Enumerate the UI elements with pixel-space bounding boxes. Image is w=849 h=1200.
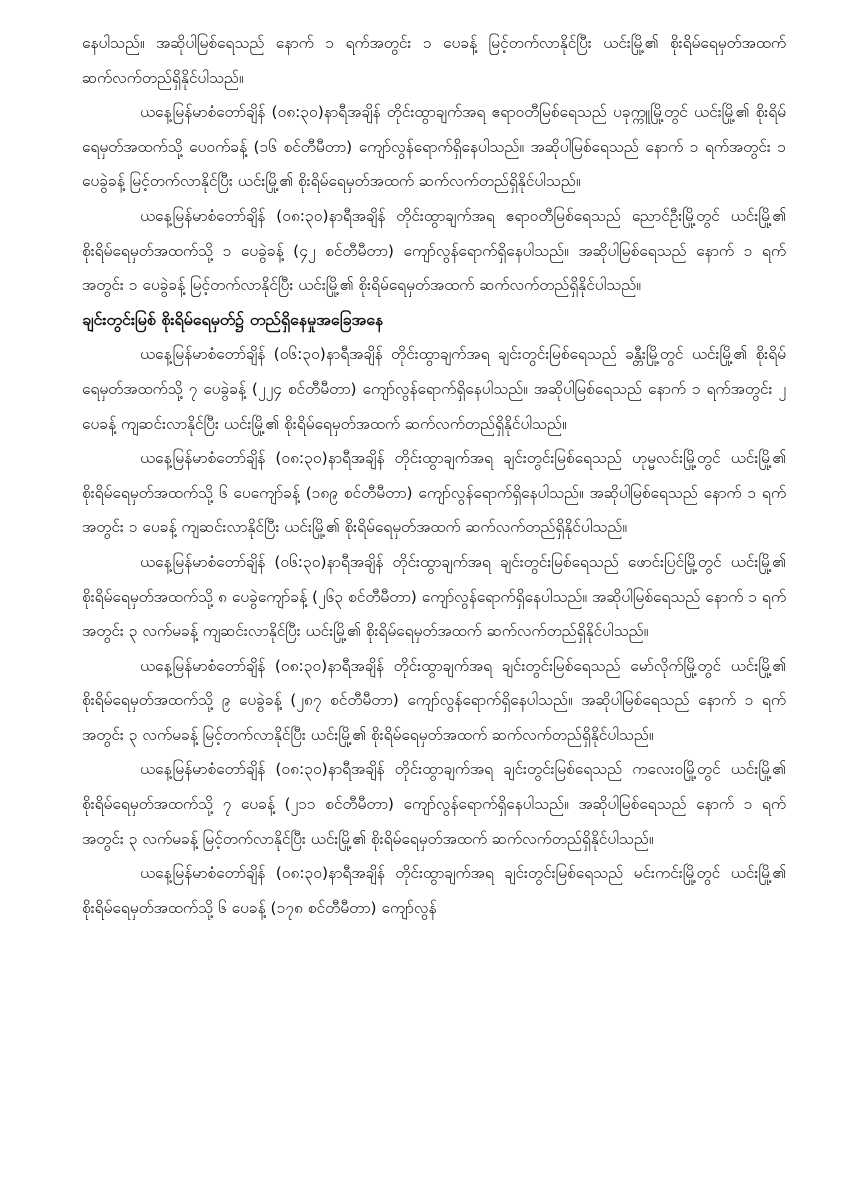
paragraph-kalewa: ယနေ့မြန်မာစံတော်ချိန် (၀၈:၃၀)နာရီအချိန် တိုင်းထွာချက်အရ ချင်းတွင်းမြစ်ရေသည် ကလေးဝမြို့တွင် ယင်းမြို့၏ စိုးရိမ်ရေမှတ်အထက်သို့ ၇ ပေခန့် (၂၁၁ စင်တီမီတာ) ကျော်လွန်ရောက်ရှိနေပါသည်။ အဆိုပါမြစ်ရေသည် နောက် ၁ ရက်အတွင်း ၃ လက်မခန့် မြင့်တက်လာနိုင်ပြီး ယင်းမြို့၏ စိုးရိမ်ရေမှတ်အထက် ဆက်လက်တည်ရှိနိုင်ပါသည်။	[82, 760, 786, 848]
section-heading: ချင်းတွင်းမြစ် စိုးရိမ်ရေမှတ်၌ တည်ရှိနေမှုအခြေအနေ	[82, 309, 384, 329]
document-page	[82, 26, 786, 925]
paragraph-khamti: ယနေ့မြန်မာစံတော်ချိန် (၀၆:၃၀)နာရီအချိန် တိုင်းထွာချက်အရ ချင်းတွင်းမြစ်ရေသည် ခန္တီးမြို့တွင် ယင်းမြို့၏ စိုးရိမ်ရေမှတ်အထက်သို့ ၇ ပေခွဲခန့် (၂၂၄ စင်တီမီတာ) ကျော်လွန်ရောက်ရှိနေပါသည်။ အဆိုပါမြစ်ရေသည် နောက် ၁ ရက်အတွင်း ၂ ပေခန့် ကျဆင်းလာနိုင်ပြီး ယင်းမြို့၏ စိုးရိမ်ရေမှတ်အထက် ဆက်လက်တည်ရှိနိုင်ပါသည်။	[82, 345, 786, 433]
paragraph-homalin: ယနေ့မြန်မာစံတော်ချိန် (၀၈:၃၀)နာရီအချိန် တိုင်းထွာချက်အရ ချင်းတွင်းမြစ်ရေသည် ဟုမ္မလင်းမြို့တွင် ယင်းမြို့၏ စိုးရိမ်ရေမှတ်အထက်သို့ ၆ ပေကျော်ခန့် (၁၈၉ စင်တီမီတာ) ကျော်လွန်ရောက်ရှိနေပါသည်။ အဆိုပါမြစ်ရေသည် နောက် ၁ ရက်အတွင်း ၁ ပေခန့် ကျဆင်းလာနိုင်ပြီး ယင်းမြို့၏ စိုးရိမ်ရေမှတ်အထက် ဆက်လက်တည်ရှိနိုင်ပါသည်။	[82, 449, 786, 537]
paragraph-continued: နေပါသည်။ အဆိုပါမြစ်ရေသည် နောက် ၁ ရက်အတွင်း ၁ ပေခန့် မြင့်တက်လာနိုင်ပြီး ယင်းမြို့၏ စိုးရိမ်ရေမှတ်အထက် ဆက်လက်တည်ရှိနိုင်ပါသည်။	[82, 34, 786, 87]
paragraph-mingin: ယနေ့မြန်မာစံတော်ချိန် (၀၈:၃၀)နာရီအချိန် တိုင်းထွာချက်အရ ချင်းတွင်းမြစ်ရေသည် မင်းကင်းမြို့တွင် ယင်းမြို့၏ စိုးရိမ်ရေမှတ်အထက်သို့ ၆ ပေခန့် (၁၇၈ စင်တီမီတာ) ကျော်လွန်	[82, 864, 786, 917]
paragraph-nyaung-u: ယနေ့မြန်မာစံတော်ချိန် (၀၈:၃၀)နာရီအချိန် တိုင်းထွာချက်အရ ဧရာဝတီမြစ်ရေသည် ညောင်ဦးမြို့တွင် ယင်းမြို့၏ စိုးရိမ်ရေမှတ်အထက်သို့ ၁ ပေခွဲခန့် (၄၂ စင်တီမီတာ) ကျော်လွန်ရောက်ရှိနေပါသည်။ အဆိုပါမြစ်ရေသည် နောက် ၁ ရက်အတွင်း ၁ ပေခွဲခန့် မြင့်တက်လာနိုင်ပြီး ယင်းမြို့၏ စိုးရိမ်ရေမှတ်အထက် ဆက်လက်တည်ရှိနိုင်ပါသည်။	[82, 206, 786, 295]
paragraph-mawlaik: ယနေ့မြန်မာစံတော်ချိန် (၀၈:၃၀)နာရီအချိန် တိုင်းထွာချက်အရ ချင်းတွင်းမြစ်ရေသည် မော်လိုက်မြို့တွင် ယင်းမြို့၏ စိုးရိမ်ရေမှတ်အထက်သို့ ၉ ပေခွဲခန့် (၂၈၇ စင်တီမီတာ) ကျော်လွန်ရောက်ရှိနေပါသည်။ အဆိုပါမြစ်ရေသည် နောက် ၁ ရက်အတွင်း ၃ လက်မခန့် မြင့်တက်လာနိုင်ပြီး ယင်းမြို့၏ စိုးရိမ်ရေမှတ်အထက် ဆက်လက်တည်ရှိနိုင်ပါသည်။	[82, 656, 786, 744]
paragraph-pakokku: ယနေ့မြန်မာစံတော်ချိန် (၀၈:၃၀)နာရီအချိန် တိုင်းထွာချက်အရ ဧရာဝတီမြစ်ရေသည် ပခုက္ကူမြို့တွင် ယင်းမြို့၏ စိုးရိမ်ရေမှတ်အထက်သို့ ပေ၀က်ခန့် (၁၆ စင်တီမီတာ) ကျော်လွန်ရောက်ရှိနေပါသည်။ အဆိုပါမြစ်ရေသည် နောက် ၁ ရက်အတွင်း ၁ ပေခွဲခန့် မြင့်တက်လာနိုင်ပြီး ယင်းမြို့၏ စိုးရိမ်ရေမှတ်အထက် ဆက်လက်တည်ရှိနိုင်ပါသည်။	[82, 103, 786, 191]
paragraph-phaungpyin: ယနေ့မြန်မာစံတော်ချိန် (၀၆:၃၀)နာရီအချိန် တိုင်းထွာချက်အရ ချင်းတွင်းမြစ်ရေသည် ဖောင်းပြင်မြို့တွင် ယင်းမြို့၏ စိုးရိမ်ရေမှတ်အထက်သို့ ၈ ပေခွဲကျော်ခန့် (၂၆၃ စင်တီမီတာ) ကျော်လွန်ရောက်ရှိနေပါသည်။ အဆိုပါမြစ်ရေသည် နောက် ၁ ရက်အတွင်း ၃ လက်မခန့် ကျဆင်းလာနိုင်ပြီး ယင်းမြို့၏ စိုးရိမ်ရေမှတ်အထက် ဆက်လက်တည်ရှိနိုင်ပါသည်။	[82, 552, 786, 641]
